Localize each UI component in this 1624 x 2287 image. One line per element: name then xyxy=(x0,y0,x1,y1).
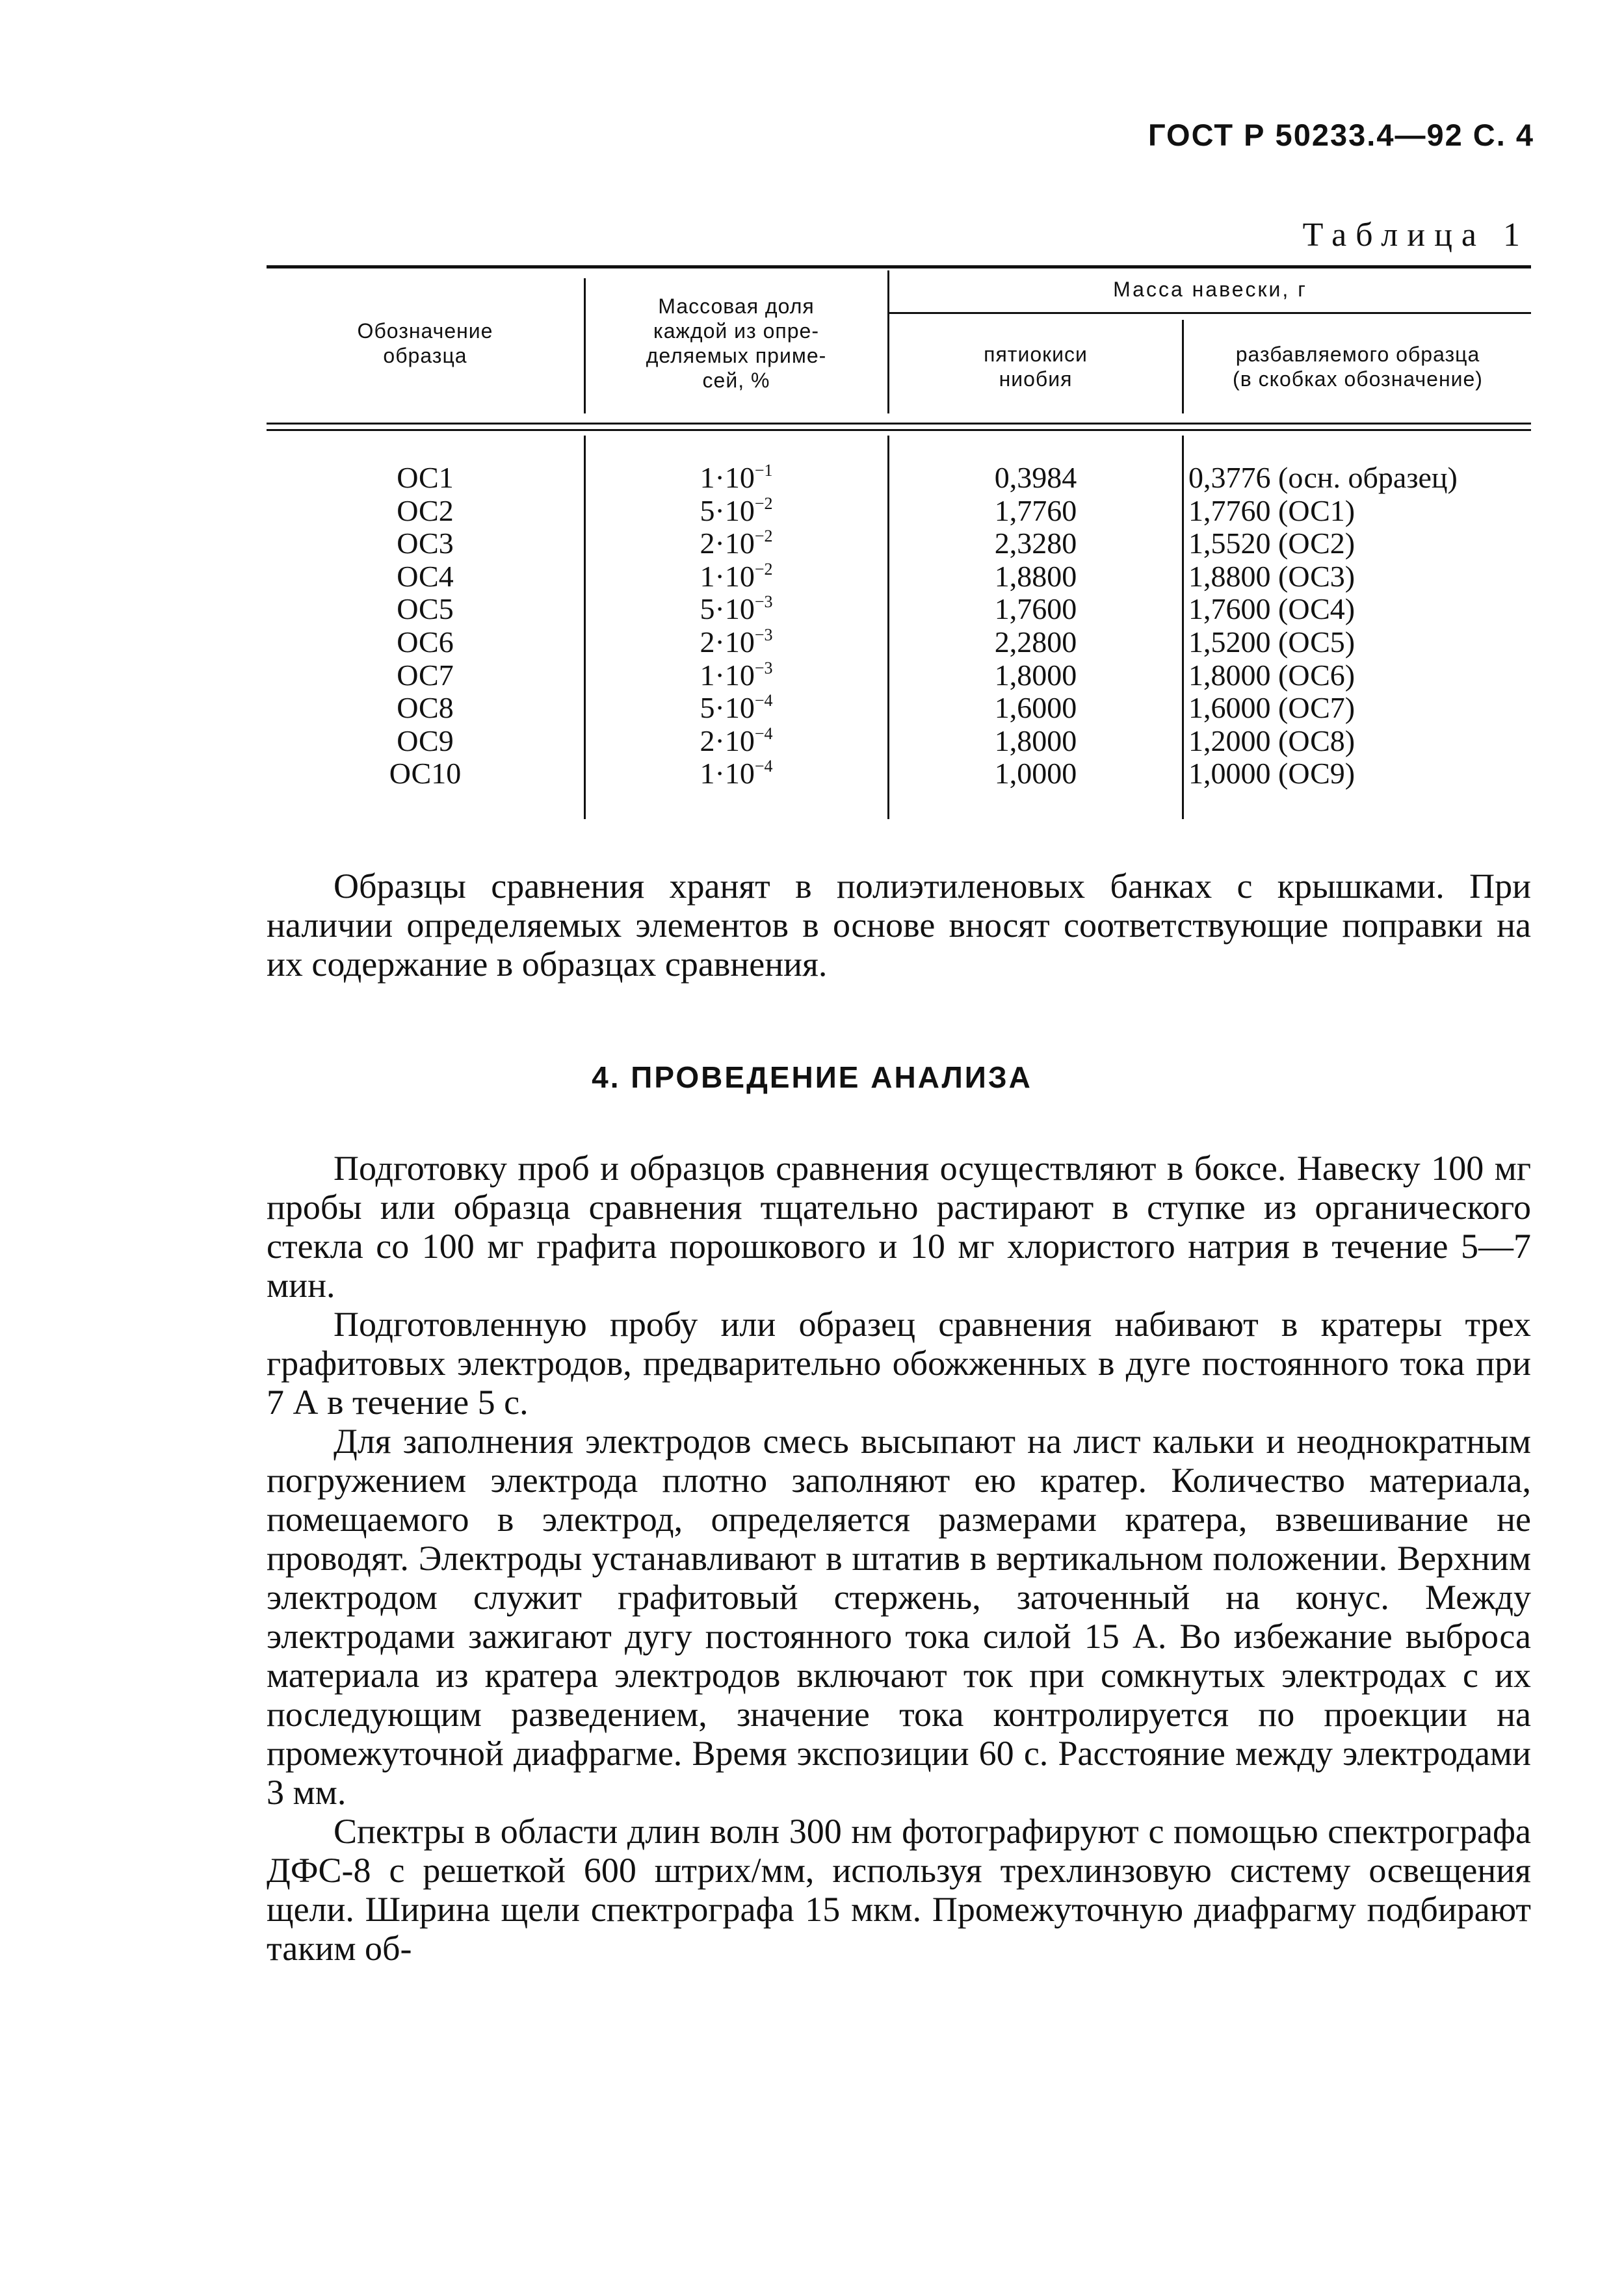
cell-niobium-mass: 1,7600 xyxy=(994,592,1077,626)
cell-mass-fraction xyxy=(585,593,887,626)
cell-designation: ОС4 xyxy=(397,559,454,593)
mass-fraction-exponent: −2 xyxy=(754,493,773,513)
cell-niobium-mass: 1,6000 xyxy=(994,691,1077,725)
cell-diluted-mass: 1,7600 (ОС4) xyxy=(1188,592,1356,626)
cell-designation: ОС8 xyxy=(397,691,454,725)
column-diluted xyxy=(1185,462,1531,791)
header-sample-mass: Масса навески, г xyxy=(1113,278,1307,301)
mass-fraction-exponent: −2 xyxy=(754,559,773,579)
col-divider-3-body xyxy=(1182,436,1184,819)
mass-fraction-exponent: −1 xyxy=(754,461,773,480)
cell-designation: ОС10 xyxy=(389,757,462,791)
mass-fraction-exponent: −3 xyxy=(754,658,773,677)
cell-diluted-mass: 1,5200 (ОС5) xyxy=(1188,625,1356,659)
mass-fraction-coefficient: 1·10 xyxy=(700,658,755,692)
cell-diluted-mass: 0,3776 (осн. образец) xyxy=(1188,461,1458,494)
section-paragraph-2: Подготовленную пробу или образец сравнения набивают в кратеры трех графитовых электродов, предварительно обожженных в дуге постоянного тока при 7 А в течение 5 с. xyxy=(267,1305,1531,1422)
header-diluted-sample xyxy=(1185,342,1531,391)
cell-designation: ОС6 xyxy=(397,625,454,659)
header-designation-line1: Обозначение xyxy=(357,319,493,343)
cell-mass-fraction xyxy=(585,659,887,692)
cell-diluted-mass: 1,2000 (ОС8) xyxy=(1188,724,1356,757)
cell-designation: ОС9 xyxy=(397,724,454,757)
cell-mass-fraction xyxy=(585,462,887,495)
cell-niobium-mass: 1,8000 xyxy=(994,724,1077,757)
header-mass-fraction-line3: деляемых приме- xyxy=(646,344,827,367)
column-designation xyxy=(267,462,584,791)
cell-niobium-mass: 1,8800 xyxy=(994,559,1077,593)
header-mass-fraction-line4: сей, % xyxy=(702,369,770,392)
mass-fraction-coefficient: 5·10 xyxy=(700,493,755,527)
page-header: ГОСТ Р 50233.4—92 С. 4 xyxy=(1148,118,1534,152)
cell-designation: ОС3 xyxy=(397,527,454,560)
mass-fraction-exponent: −3 xyxy=(754,625,773,644)
table-caption: Таблица 1 xyxy=(1302,216,1529,254)
header-diluted-line2: (в скобках обозначение) xyxy=(1233,367,1483,391)
mass-fraction-coefficient: 2·10 xyxy=(700,724,755,757)
header-mass-fraction-line1: Массовая доля xyxy=(658,294,815,318)
cell-designation: ОС1 xyxy=(397,461,454,494)
cell-niobium-mass: 1,0000 xyxy=(994,757,1077,791)
cell-mass-fraction xyxy=(585,757,887,791)
cell-mass-fraction xyxy=(585,626,887,659)
mass-fraction-exponent: −2 xyxy=(754,527,773,546)
sub-header-rule xyxy=(887,312,1531,314)
mass-fraction-exponent: −4 xyxy=(754,757,773,776)
header-niobium-line1: пятиокиси xyxy=(984,343,1088,366)
cell-diluted-mass: 1,8800 (ОС3) xyxy=(1188,559,1356,593)
header-mass-fraction-line2: каждой из опре- xyxy=(653,319,819,343)
column-mass-fraction xyxy=(585,462,887,791)
cell-diluted-mass: 1,7760 (ОС1) xyxy=(1188,493,1356,527)
header-mass-fraction xyxy=(585,294,887,393)
cell-designation: ОС5 xyxy=(397,592,454,626)
header-bottom-rule-1 xyxy=(267,423,1531,425)
header-diluted-line1: разбавляемого образца xyxy=(1235,343,1480,366)
cell-designation: ОС2 xyxy=(397,493,454,527)
cell-niobium-mass: 1,7760 xyxy=(994,493,1077,527)
cell-mass-fraction xyxy=(585,725,887,758)
cell-diluted-mass: 1,5520 (ОС2) xyxy=(1188,527,1356,560)
mass-fraction-exponent: −4 xyxy=(754,724,773,743)
mass-fraction-coefficient: 5·10 xyxy=(700,592,755,626)
mass-fraction-coefficient: 1·10 xyxy=(700,559,755,593)
section-body xyxy=(267,1149,1531,1968)
mass-fraction-coefficient: 2·10 xyxy=(700,527,755,560)
cell-designation: ОС7 xyxy=(397,658,454,692)
cell-diluted-mass: 1,0000 (ОС9) xyxy=(1188,757,1356,791)
header-bottom-rule-2 xyxy=(267,429,1531,431)
header-niobium-line2: ниобия xyxy=(999,367,1073,391)
mass-fraction-coefficient: 1·10 xyxy=(700,757,755,791)
col-divider-3 xyxy=(1182,320,1184,413)
table-top-rule xyxy=(267,265,1531,268)
cell-mass-fraction xyxy=(585,692,887,725)
mass-fraction-coefficient: 5·10 xyxy=(700,691,755,725)
header-designation-line2: образца xyxy=(383,344,467,367)
cell-mass-fraction xyxy=(585,495,887,528)
section-paragraph-3: Для заполнения электродов смесь высыпают на лист кальки и неоднократным погружением электрода плотно заполняют ею кратер. Количество материала, помещаемого в электрод, определяется размерами кратера, взвешивание не проводят. Электроды устанавливают в штатив в вертикальном положении. Верхним электродом служит графитовый стержень, заточенный на конус. Между электродами зажигают дугу постоянного тока силой 15 А. Во избежание выброса материала из кратера электродов включают ток при сомкнутых электродах с их последующим разведением, значение тока контролируется по проекции на промежуточной диафрагме. Время экспозиции 60 с. Расстояние между электродами 3 мм. xyxy=(267,1422,1531,1812)
cell-niobium-mass: 2,3280 xyxy=(994,527,1077,560)
cell-diluted-mass: 1,6000 (ОС7) xyxy=(1188,691,1356,725)
samples-table xyxy=(267,265,1531,831)
mass-fraction-exponent: −3 xyxy=(754,592,773,612)
cell-mass-fraction xyxy=(585,560,887,594)
header-designation xyxy=(267,319,584,368)
storage-paragraph: Образцы сравнения хранят в полиэтиленовых банках с крышками. При наличии определяемых элементов в основе вносят соответствующие поправки на их содержание в образцах сравнения. xyxy=(267,867,1531,984)
header-niobium-pentoxide xyxy=(889,342,1182,391)
section-title: 4. ПРОВЕДЕНИЕ АНАЛИЗА xyxy=(592,1060,1032,1094)
column-niobium xyxy=(889,462,1182,791)
cell-niobium-mass: 2,2800 xyxy=(994,625,1077,659)
mass-fraction-exponent: −4 xyxy=(754,691,773,711)
cell-mass-fraction xyxy=(585,527,887,560)
section-paragraph-4: Спектры в области длин волн 300 нм фотографируют с помощью спектрографа ДФС-8 с решеткой 600 штрих/мм, используя трехлинзовую систему освещения щели. Ширина щели спектрографа 15 мкм. Промежуточную диафрагму подбирают таким об- xyxy=(267,1812,1531,1968)
storage-paragraph-block xyxy=(267,867,1531,984)
mass-fraction-coefficient: 1·10 xyxy=(700,461,755,494)
cell-diluted-mass: 1,8000 (ОС6) xyxy=(1188,658,1356,692)
cell-niobium-mass: 0,3984 xyxy=(994,461,1077,494)
mass-fraction-coefficient: 2·10 xyxy=(700,625,755,659)
section-paragraph-1: Подготовку проб и образцов сравнения осуществляют в боксе. Навеску 100 мг пробы или образца сравнения тщательно растирают в ступке из органического стекла со 100 мг графита порошкового и 10 мг хлористого натрия в течение 5—7 мин. xyxy=(267,1149,1531,1305)
cell-niobium-mass: 1,8000 xyxy=(994,658,1077,692)
